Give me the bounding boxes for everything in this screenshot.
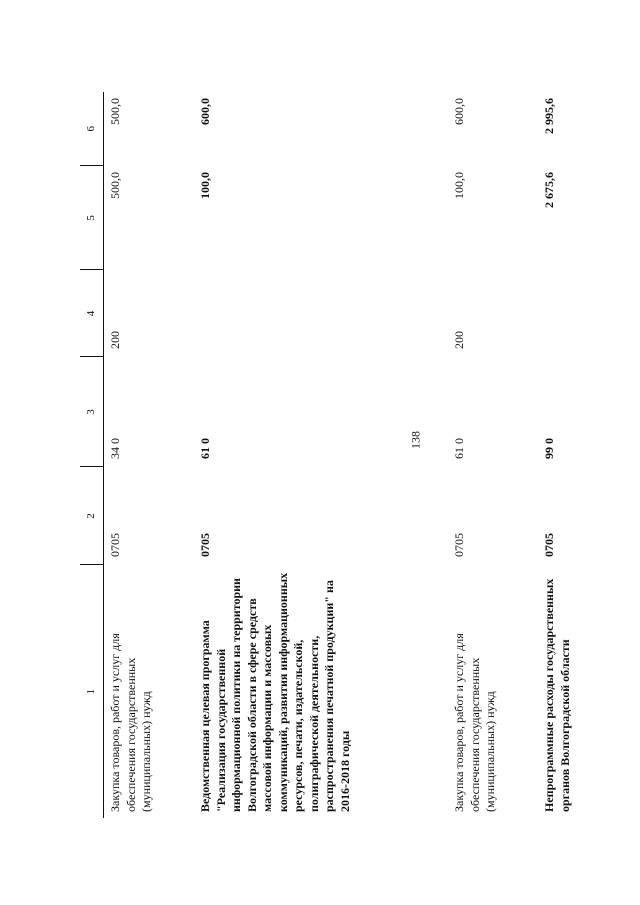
row-value-5: 500,0 <box>108 172 122 199</box>
column-header-2: 2 <box>80 467 104 565</box>
row-type <box>194 270 448 357</box>
table-header-row <box>80 92 104 818</box>
row-type <box>538 270 632 357</box>
table-row <box>104 92 195 818</box>
row-value-5: 2 675,6 <box>542 172 556 208</box>
row-value-5: 100,0 <box>198 172 212 199</box>
row-target: 99 0 <box>542 438 556 459</box>
row-target: 61 0 <box>452 438 466 459</box>
rotated-table-frame <box>80 92 640 818</box>
row-value-6: 2 995,6 <box>542 98 556 134</box>
row-section: 0705 <box>108 533 122 557</box>
table-row <box>194 92 448 818</box>
column-header-4: 4 <box>80 270 104 357</box>
row-value-5: 100,0 <box>452 172 466 199</box>
page-number: 138 <box>408 431 423 449</box>
row-name: Закупка товаров, работ и услуг для обеспечения государственных (муниципальных) нужд <box>452 633 497 812</box>
row-section: 0705 <box>542 533 556 557</box>
row-name: Непрограммные расходы государственных органов Волгоградской области <box>542 578 572 812</box>
row-section: 0705 <box>452 533 466 557</box>
column-header-5: 5 <box>80 166 104 270</box>
row-section: 0705 <box>198 533 212 557</box>
budget-table <box>80 92 632 818</box>
table-row <box>448 92 538 818</box>
row-type: 200 <box>108 331 122 349</box>
row-name: Закупка товаров, работ и услуг для обеспечения государственных (муниципальных) нужд <box>108 633 153 812</box>
row-value-6: 600,0 <box>198 98 212 125</box>
column-header-6: 6 <box>80 92 104 166</box>
table-row <box>538 92 632 818</box>
row-name: Ведомственная целевая программа "Реализация государственной информационной политики на территории Волгоградской области в сфере средств массовой информации и массовых коммуникаций, развития информационных ресурсов, печати, издательской, полиграфической деятельности, распространения печатной продукции" на 2016-2018 годы <box>198 572 352 812</box>
row-target: 34 0 <box>108 438 122 459</box>
column-header-3: 3 <box>80 357 104 467</box>
row-type: 200 <box>452 331 466 349</box>
column-header-1: 1 <box>80 565 104 818</box>
row-target: 61 0 <box>198 438 212 459</box>
row-value-6: 500,0 <box>108 98 122 125</box>
row-value-6: 600,0 <box>452 98 466 125</box>
